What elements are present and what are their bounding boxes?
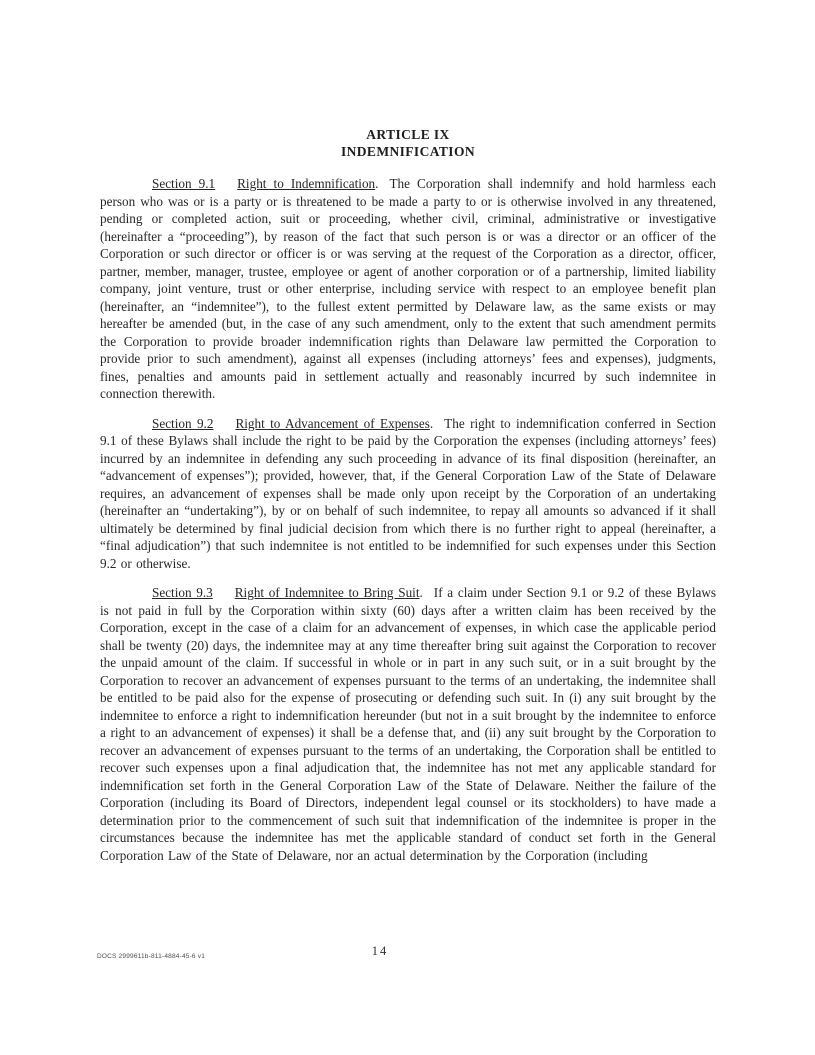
section-9-3-title: Right of Indemnitee to Bring Suit xyxy=(234,585,420,600)
article-heading: ARTICLE IX xyxy=(366,127,450,142)
section-9-2-title: Right to Advancement of Expenses xyxy=(235,415,430,431)
section-9-3-label: Section 9.3 xyxy=(152,585,213,600)
article-subheading: INDEMNIFICATION xyxy=(340,144,475,159)
section-9-2-body: The right to indemnification conferred in Section 9.1 of these Bylaws shall include the right to be paid by the Corporation the expenses (including attorneys’ fees) incurred by an indemnitee in defending any such proceeding in advance of its final disposition (hereinafter, an “advancement of expenses”); provided, however, that, if the General Corporation Law of the State of Delaware requires, an advancement of expenses shall be made only upon receipt by the Corporation of an undertaking (hereinafter an “undertaking”), by or on behalf of such indemnitee, to repay all amounts so advanced if it shall ultimately be determined by final judicial decision from which there is no further right to appeal (hereinafter, a “final adjudication”) that such indemnitee is not entitled to be indemnified for such expenses under this Section 9.2 or otherwise. xyxy=(100,415,717,571)
section-9-2-title-punct: . xyxy=(429,415,434,431)
document-content xyxy=(100,126,716,864)
section-9-1-body: The Corporation shall indemnify and hold harmless each person who was or is a party or is threatened to be made a party to or is otherwise involved in any threatened, pending or completed action, suit or proceeding, whether civil, criminal, administrative or investigative (hereinafter a “proceeding”), by reason of the fact that such person is or was a director or an officer of the Corporation or such director or officer is or was serving at the request of the Corporation as a director, officer, partner, member, manager, trustee, employee or agent of another corporation or of a partnership, limited liability company, joint venture, trust or other enterprise, including service with respect to an employee benefit plan (hereinafter, an “indemnitee”), to the fullest extent permitted by Delaware law, as the same exists or may hereafter be amended (but, in the case of any such amendment, only to the extent that such amendment permits the Corporation to provide broader indemnification rights than Delaware law permitted the Corporation to provide prior to such amendment), against all expenses (including attorneys’ fees and expenses), judgments, fines, penalties and amounts paid in settlement actually and reasonably incurred by such indemnitee in connection therewith. xyxy=(100,176,716,401)
section-9-2-paragraph xyxy=(100,415,716,573)
page-number: 14 xyxy=(371,944,389,958)
document-id-stamp: DOCS 2999611b-811-4884-45-6 v1 xyxy=(97,953,206,960)
section-9-3-paragraph xyxy=(100,584,716,864)
section-9-2-label: Section 9.2 xyxy=(152,415,214,431)
section-9-1-label: Section 9.1 xyxy=(152,176,216,191)
section-9-1-paragraph xyxy=(100,175,716,403)
section-9-3-body: If a claim under Section 9.1 or 9.2 of these Bylaws is not paid in full by the Corporation within sixty (60) days after a written claim has been received by the Corporation, except in the case of a claim for an advancement of expenses, in which case the applicable period shall be twenty (20) days, the indemnitee may at any time thereafter bring suit against the Corporation to recover the unpaid amount of the claim. If successful in whole or in part in any such suit, or in a suit brought by the Corporation to recover an advancement of expenses pursuant to the terms of an undertaking, the indemnitee shall be entitled to be paid also for the expense of prosecuting or defending such suit. In (i) any suit brought by the indemnitee to enforce a right to indemnification hereunder (but not in a suit brought by the indemnitee to enforce a right to an advancement of expenses) it shall be a defense that, and (ii) any suit brought by the Corporation to recover an advancement of expenses pursuant to the terms of an undertaking, the Corporation shall be entitled to recover such expenses upon a final adjudication that, the indemnitee has not met any applicable standard for indemnification set forth in the General Corporation Law of the State of Delaware. Neither the failure of the Corporation (including its Board of Directors, independent legal counsel or its stockholders) to have made a determination prior to the commencement of such suit that indemnification of the indemnitee is proper in the circumstances because the indemnitee has met the applicable standard of conduct set forth in the General Corporation Law of the State of Delaware, nor an actual determination by the Corporation (including xyxy=(100,585,717,863)
section-9-1-title: Right to Indemnification xyxy=(237,176,376,191)
section-9-3-title-punct: . xyxy=(419,585,423,600)
section-9-1-title-punct: . xyxy=(375,176,379,191)
